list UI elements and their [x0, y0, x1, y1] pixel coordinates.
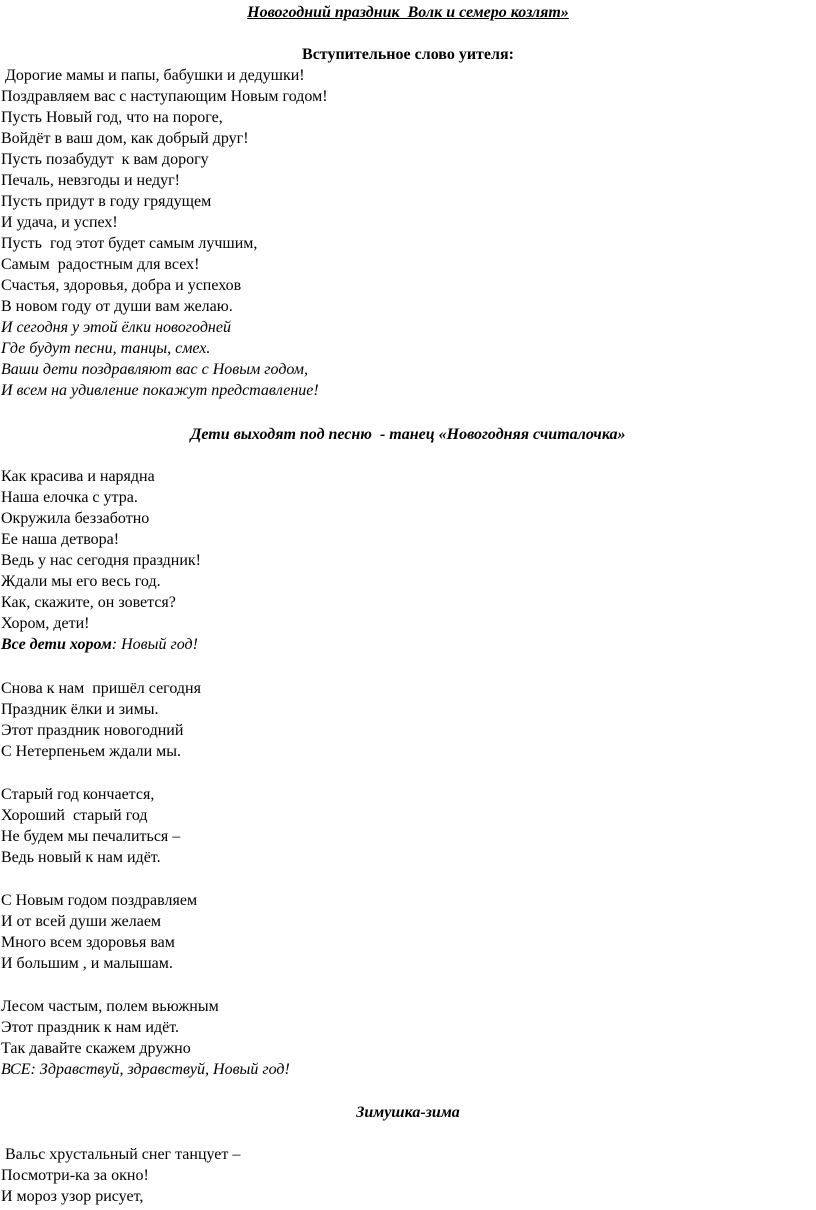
intro-line: Самым радостным для всех!: [1, 256, 200, 273]
verse-line: Не будем мы печалиться –: [1, 828, 181, 845]
verse-line: Хороший старый год: [1, 807, 148, 824]
document-title: Новогодний праздник Волк и семеро козлят»: [247, 4, 569, 21]
intro-line: Войдёт в ваш дом, как добрый друг!: [1, 130, 249, 147]
intro-line: Пусть год этот будет самым лучшим,: [1, 235, 258, 252]
verse-line: Ведь новый к нам идёт.: [1, 849, 161, 866]
winter-heading: Зимушка-зима: [356, 1104, 460, 1121]
verse-italic-line: ВСЕ: Здравствуй, здравствуй, Новый год!: [1, 1061, 290, 1078]
verse-line: Ее наша детвора!: [1, 531, 120, 548]
verse-line: Этот праздник к нам идёт.: [1, 1019, 180, 1036]
intro-italic-line: Ваши дети поздравляют вас с Новым годом,: [1, 361, 309, 378]
intro-line: Пусть придут в году грядущем: [1, 193, 212, 210]
verse-line: Старый год кончается,: [1, 786, 155, 803]
verse-line: Посмотри-ка за окно!: [1, 1167, 149, 1184]
intro-line: В новом году от души вам желаю.: [1, 298, 233, 315]
intro-line: Пусть позабудут к вам дорогу: [1, 151, 209, 168]
song-heading: Дети выходят под песню - танец «Новогодняя считалочка»: [190, 426, 626, 443]
intro-italic-line: И всем на удивление покажут представление!: [1, 382, 319, 399]
chorus-speaker: Все дети хором: [1, 636, 112, 653]
intro-line: Счастья, здоровья, добра и успехов: [1, 277, 242, 294]
verse-line: Ведь у нас сегодня праздник!: [1, 552, 201, 569]
verse-line: Много всем здоровья вам: [1, 934, 175, 951]
verse-line: Ждали мы его весь год.: [1, 573, 161, 590]
intro-line: И удача, и успех!: [1, 214, 118, 231]
verse-line: Вальс хрустальный снег танцует –: [1, 1146, 241, 1163]
intro-heading: Вступительное слово уителя:: [302, 46, 514, 63]
verse-line: И от всей души желаем: [1, 913, 162, 930]
intro-line: Дорогие мамы и папы, бабушки и дедушки!: [1, 67, 305, 84]
verse-line: Лесом частым, полем вьюжным: [1, 998, 219, 1015]
intro-line: Пусть Новый год, что на пороге,: [1, 109, 223, 126]
verse-line: Этот праздник новогодний: [1, 722, 184, 739]
verse-line: С Нетерпеньем ждали мы.: [1, 743, 182, 760]
verse-line: С Новым годом поздравляем: [1, 892, 198, 909]
verse-line: Как, скажите, он зовется?: [1, 594, 176, 611]
intro-italic-line: Где будут песни, танцы, смех.: [1, 340, 211, 357]
verse-line: Наша елочка с утра.: [1, 489, 138, 506]
verse-line: И большим , и малышам.: [1, 955, 173, 972]
verse-line: Как красива и нарядна: [1, 468, 155, 485]
intro-line: Поздравляем вас с наступающим Новым годом!: [1, 88, 328, 105]
intro-line: Печаль, невзгоды и недуг!: [1, 172, 181, 189]
verse-line: Так давайте скажем дружно: [1, 1040, 191, 1057]
verse-line: Праздник ёлки и зимы.: [1, 701, 159, 718]
verse-line: Хором, дети!: [1, 615, 90, 632]
verse-line: Окружила беззаботно: [1, 510, 150, 527]
verse-line: И мороз узор рисует,: [1, 1188, 144, 1205]
intro-italic-line: И сегодня у этой ёлки новогодней: [1, 319, 231, 336]
chorus-line: [1, 634, 198, 656]
verse-line: Снова к нам пришёл сегодня: [1, 680, 201, 697]
chorus-text: : Новый год!: [111, 636, 198, 653]
